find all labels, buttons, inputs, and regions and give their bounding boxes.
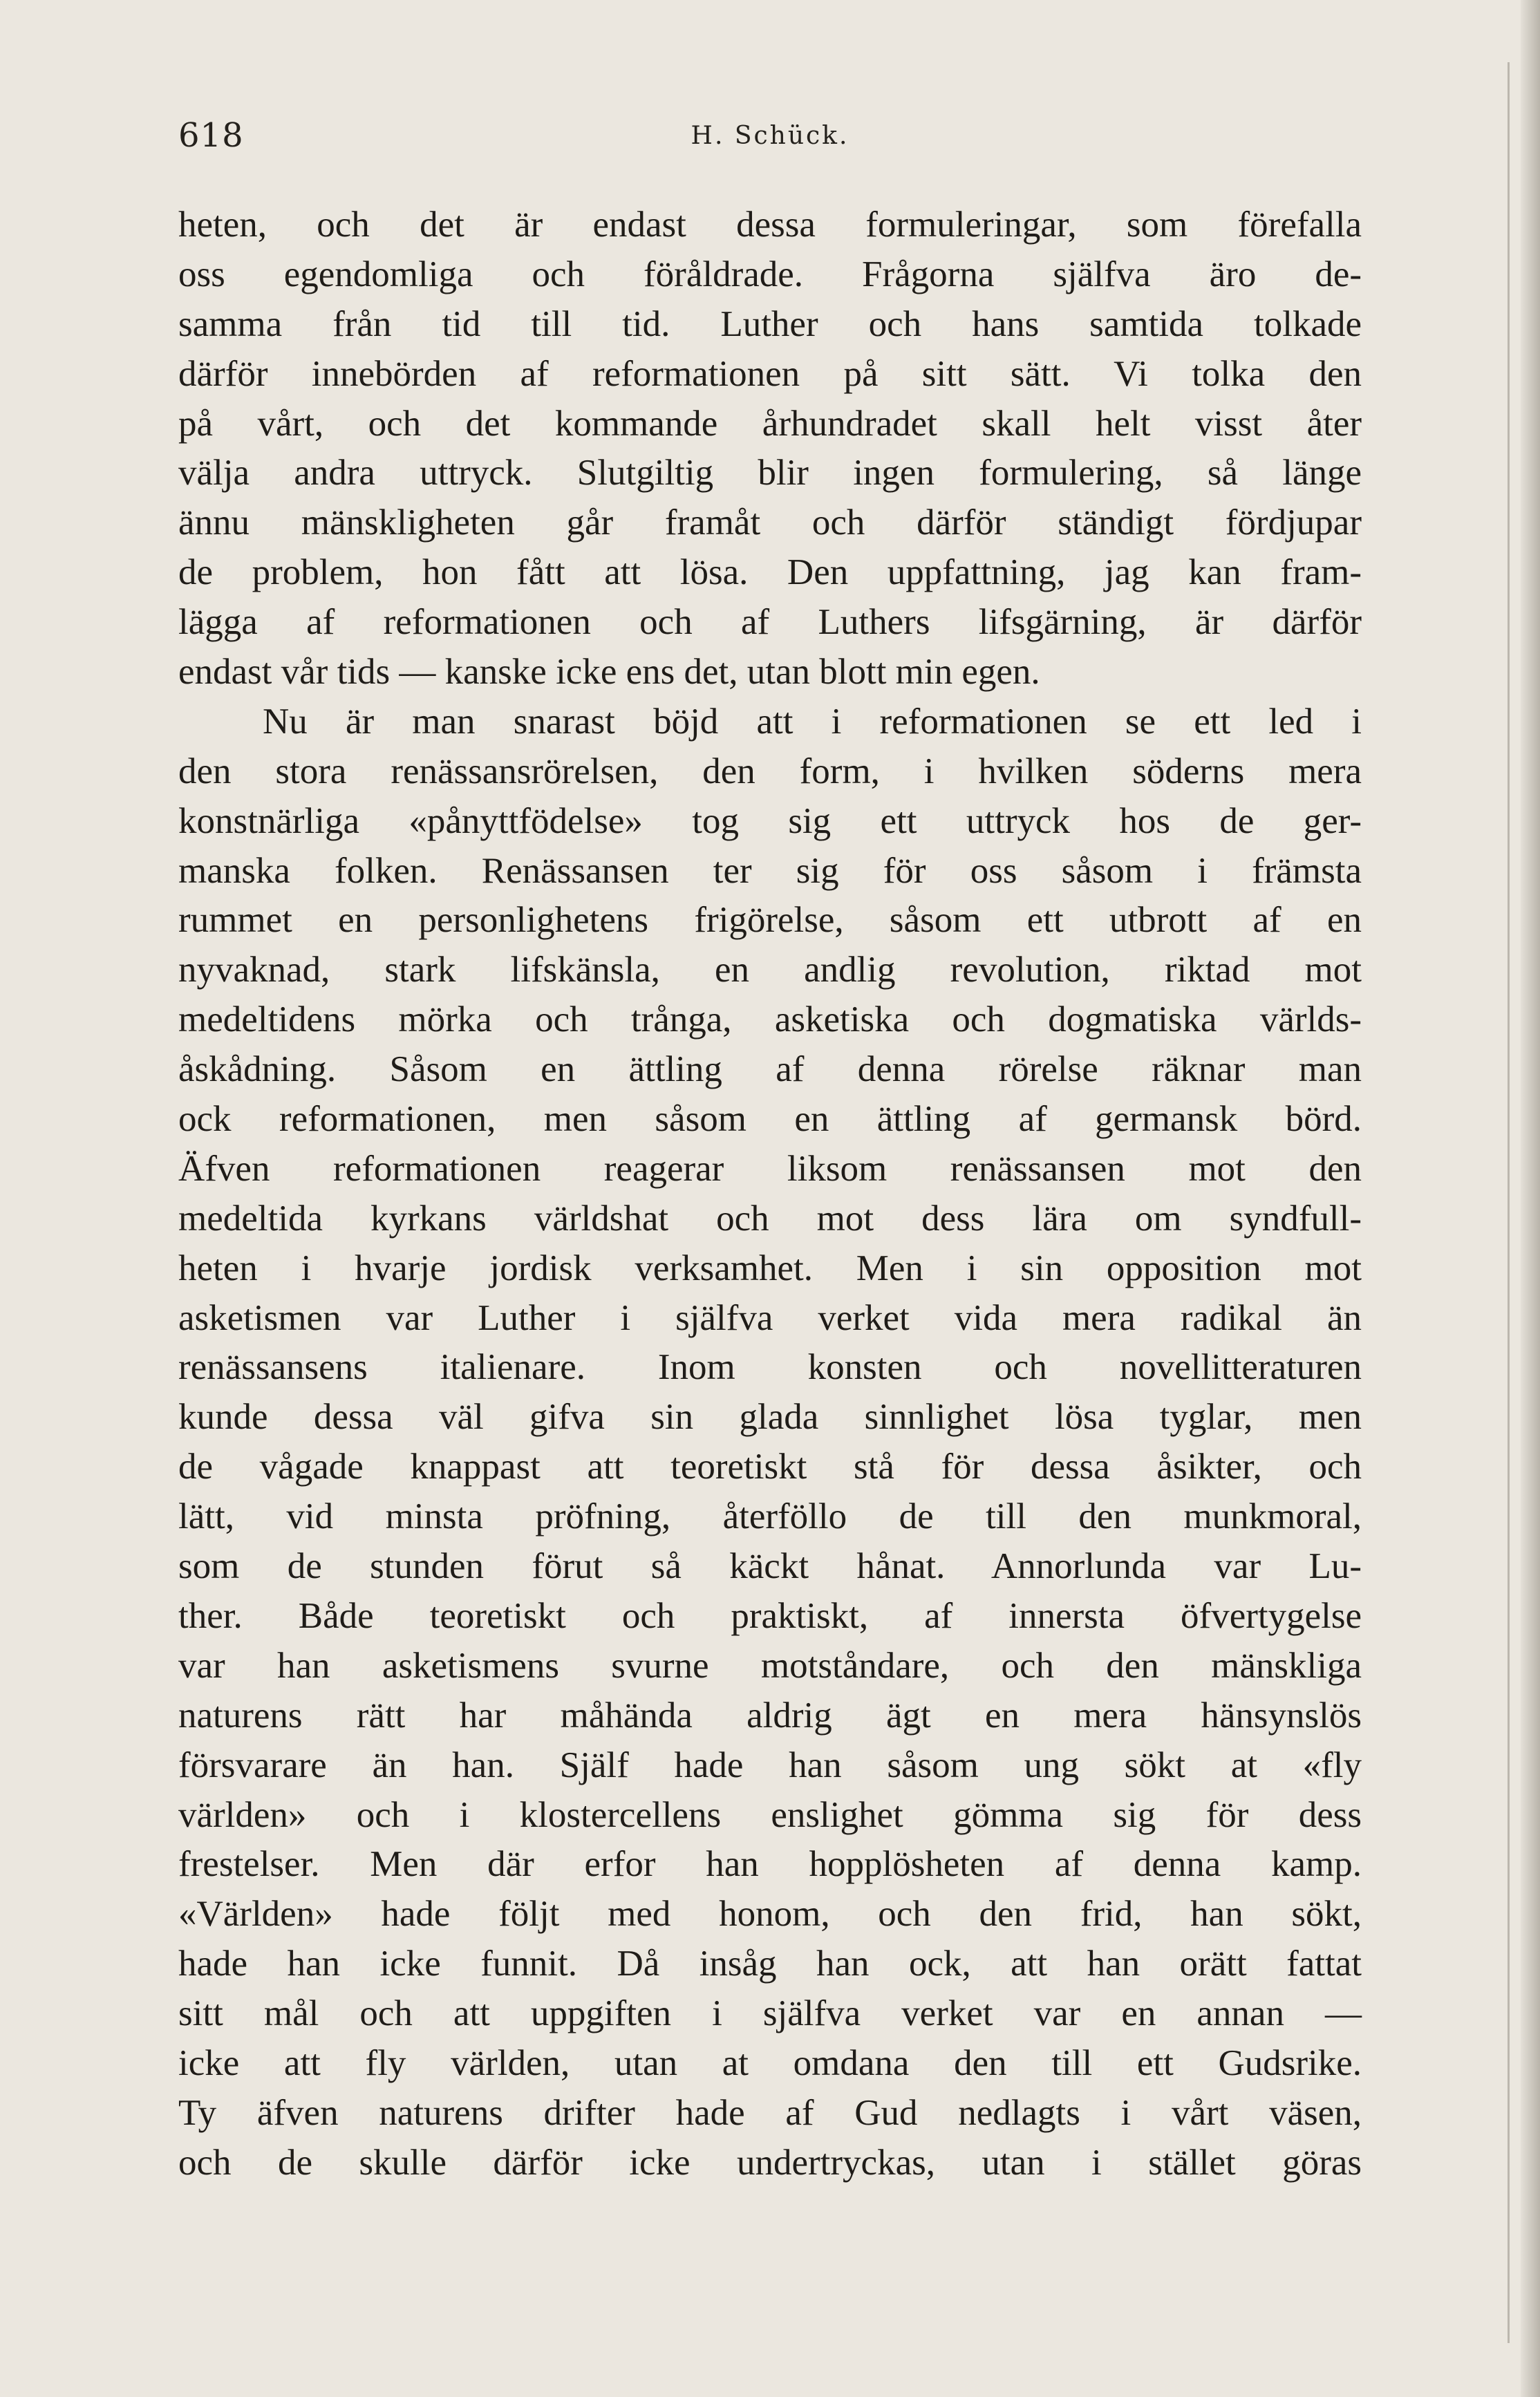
- text-line: lägga af reformationen och af Luthers lifsgärning, är därför: [178, 602, 1362, 643]
- text-line: den stora renässansrörelsen, den form, i hvilken söderns mera: [178, 751, 1362, 791]
- text-line: Äfven reformationen reagerar liksom renässansen mot den: [178, 1148, 1362, 1189]
- paragraph-end-line: endast vår tids — kanske icke ens det, utan blott min egen.: [178, 652, 1040, 693]
- text-line: oss egendomliga och föråldrade. Frågorna själfva äro de-: [178, 254, 1362, 294]
- text-line: försvarare än han. Själf hade han såsom ung sökt at «fly: [178, 1745, 1362, 1785]
- text-line: frestelser. Men där erfor han hopplösheten af denna kamp.: [178, 1844, 1362, 1885]
- text-line: asketismen var Luther i själfva verket vida mera radikal än: [178, 1297, 1362, 1338]
- text-line: rummet en personlighetens frigörelse, såsom ett utbrott af en: [178, 900, 1362, 941]
- body-text: [178, 200, 1362, 2188]
- text-line: ock reformationen, men såsom en ättling af germansk börd.: [178, 1099, 1362, 1140]
- page-number: 618: [178, 116, 244, 155]
- text-line: välja andra uttryck. Slutgiltig blir ingen formulering, så länge: [178, 453, 1362, 494]
- text-line: medeltidens mörka och trånga, asketiska och dogmatiska världs-: [178, 999, 1362, 1040]
- text-line: «Världen» hade följt med honom, och den frid, han sökt,: [178, 1894, 1362, 1935]
- text-line: icke att fly världen, utan at omdana den till ett Gudsrike.: [178, 2042, 1362, 2083]
- text-line: var han asketismens svurne motståndare, och den mänskliga: [178, 1645, 1362, 1686]
- text-line: som de stunden förut så käckt hånat. Annorlunda var Lu-: [178, 1546, 1362, 1587]
- text-line: världen» och i klostercellens enslighet gömma sig för dess: [178, 1794, 1362, 1835]
- paragraph-start-line: Nu är man snarast böjd att i reformationen se ett led i: [263, 701, 1362, 742]
- text-line: lätt, vid minsta pröfning, återföllo de till den munkmoral,: [178, 1496, 1362, 1537]
- text-line: hade han icke funnit. Då insåg han ock, att han orätt fattat: [178, 1944, 1362, 1984]
- text-line: renässansens italienare. Inom konsten och novellitteraturen: [178, 1347, 1362, 1388]
- text-line: nyvaknad, stark lifskänsla, en andlig revolution, riktad mot: [178, 950, 1362, 990]
- text-line: och de skulle därför icke undertryckas, utan i stället göras: [178, 2142, 1362, 2183]
- text-line: därför innebörden af reformationen på sitt sätt. Vi tolka den: [178, 353, 1362, 394]
- text-line: sitt mål och att uppgiften i själfva verket var en annan —: [178, 1993, 1362, 2034]
- text-line: de vågade knappast att teoretiskt stå för dessa åsikter, och: [178, 1447, 1362, 1487]
- text-line: konstnärliga «pånyttfödelse» tog sig ett uttryck hos de ger-: [178, 800, 1362, 841]
- text-line: ther. Både teoretiskt och praktiskt, af innersta öfvertygelse: [178, 1595, 1362, 1636]
- text-line: heten, och det är endast dessa formuleringar, som förefalla: [178, 205, 1362, 245]
- text-line: naturens rätt har måhända aldrig ägt en mera hänsynslös: [178, 1695, 1362, 1736]
- page-edge-shadow: [1521, 0, 1540, 2397]
- text-line: Ty äfven naturens drifter hade af Gud nedlagts i vårt väsen,: [178, 2092, 1362, 2133]
- text-line: manska folken. Renässansen ter sig för oss såsom i främsta: [178, 850, 1362, 891]
- text-line: ännu mänskligheten går framåt och därför ständigt fördjupar: [178, 502, 1362, 543]
- running-head: [178, 116, 1362, 158]
- text-line: de problem, hon fått att lösa. Den uppfattning, jag kan fram-: [178, 552, 1362, 593]
- page-gutter-line: [1508, 62, 1510, 2343]
- text-line: medeltida kyrkans världshat och mot dess lära om syndfull-: [178, 1198, 1362, 1239]
- text-line: åskådning. Såsom en ättling af denna rörelse räknar man: [178, 1049, 1362, 1090]
- text-line: samma från tid till tid. Luther och hans samtida tolkade: [178, 303, 1362, 344]
- text-line: kunde dessa väl gifva sin glada sinnlighet lösa tyglar, men: [178, 1397, 1362, 1438]
- text-line: heten i hvarje jordisk verksamhet. Men i sin opposition mot: [178, 1248, 1362, 1288]
- text-line: på vårt, och det kommande århundradet skall helt visst åter: [178, 403, 1362, 444]
- running-head-author: H. Schück.: [691, 122, 849, 150]
